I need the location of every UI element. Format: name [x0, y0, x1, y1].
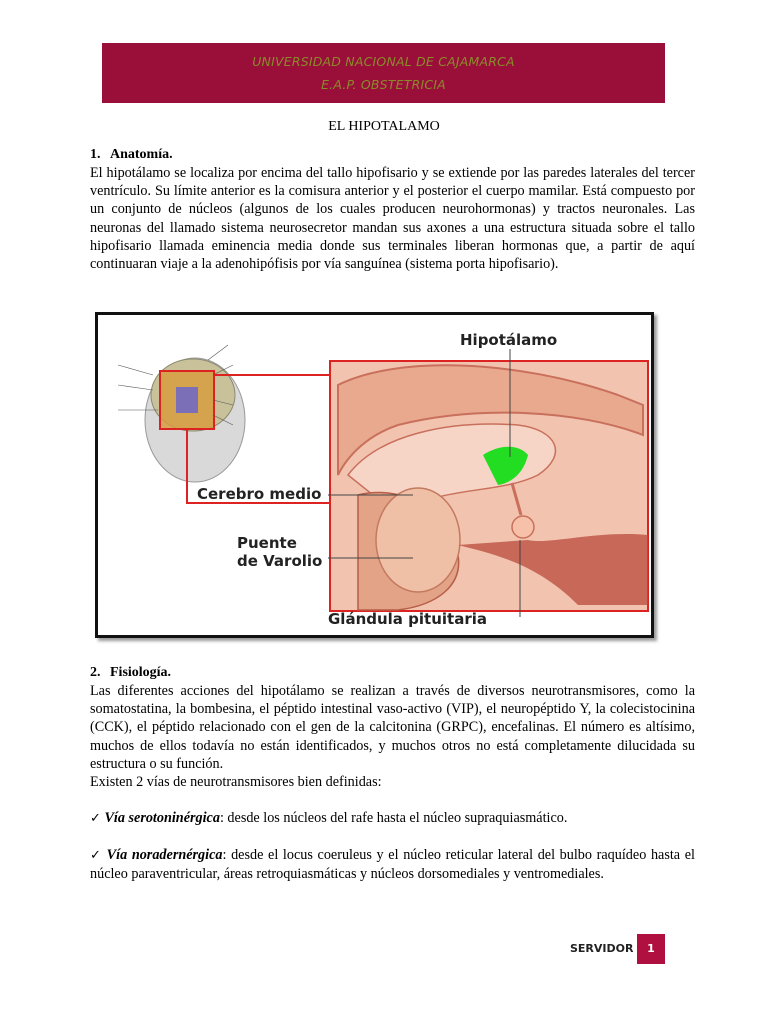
section-title: Anatomía. — [110, 147, 173, 162]
text-serotoninergica: : desde los núcleos del rafe hasta el núcleo supraquiasmático. — [219, 810, 568, 826]
label-pons-line2: de Varolio — [237, 552, 323, 570]
list-item-serotoninergica — [90, 809, 695, 828]
list-item-noradrenergica — [90, 846, 695, 883]
label-midbrain: Cerebro medio — [197, 485, 322, 503]
paragraph-vias-intro: Existen 2 vías de neurotransmisores bien definidas: — [90, 774, 382, 790]
pons — [376, 488, 460, 592]
section-number: 1. — [90, 147, 101, 162]
hypothalamus-illustration — [98, 315, 651, 635]
section-number: 2. — [90, 665, 101, 680]
checkmark-icon: ✓ — [90, 848, 103, 863]
label-hypothalamus: Hipotálamo — [460, 331, 558, 349]
label-pons-line1: Puente — [237, 534, 297, 552]
section-heading-anatomia — [90, 147, 173, 163]
text-noradrenergica: : desde el locus coeruleus y el núcleo reticular lateral del bulbo raquídeo hasta el núcleo paraventricular, áreas retroquiasmáticas y núcleos dorsomediales y ventromediales. — [90, 847, 695, 883]
page-number-badge: 1 — [637, 934, 665, 964]
main-anatomy-image — [330, 361, 648, 611]
head-thumbnail — [118, 345, 245, 482]
term-noradrenergica: Vía noradernérgica — [106, 847, 223, 863]
paragraph-anatomia: El hipotálamo se localiza por encima del tallo hipofisario y se extiende por las paredes laterales del tercer ventrículo. Su límite anterior es la comisura anterior y el posterior el cuerpo mamilar. Está compuesto por un conjunto de núcleos (algunos de los cuales producen neurohormonas) y tractos neuronales. Las neuronas del llamado sistema neurosecretor mandan sus axones a una estructura situada sobre el tallo hipofisario llamada eminencia media donde sus terminales liberan hormonas que, a partir de aquí continuaran viaje a la adenohipófisis por vía sanguínea (sistema porta hipofisario). — [90, 165, 695, 273]
term-serotoninergica: Vía serotoninérgica — [104, 810, 220, 826]
school-name: E.A.P. OBSTETRICIA — [321, 77, 446, 92]
paragraph-fisiologia: Las diferentes acciones del hipotálamo se realizan a través de diversos neurotransmisores, como la somatostatina, la bombesina, el péptido intestinal vaso-activo (VIP), el neuropéptido Y, la colecistocinina (CCK), el péptido relacionado con el gen de la calcitonina (GRPC), encefalinas. El número es altísimo, muchos de ellos todavía no están identificados, y muchos otros no está completamente dilucidada su estructura o su función. — [90, 683, 695, 772]
purple-region — [176, 387, 198, 413]
checkmark-icon: ✓ — [90, 811, 101, 826]
header-banner — [102, 43, 665, 103]
hypothalamus-figure — [95, 312, 654, 638]
section-title: Fisiología. — [110, 665, 172, 680]
document-title: EL HIPOTALAMO — [328, 119, 440, 134]
pituitary-gland — [512, 516, 534, 538]
label-pituitary: Glándula pituitaria — [328, 610, 487, 628]
section-heading-fisiologia — [90, 665, 171, 681]
university-name: UNIVERSIDAD NACIONAL DE CAJAMARCA — [252, 54, 515, 69]
footer-label: SERVIDOR — [570, 942, 634, 955]
